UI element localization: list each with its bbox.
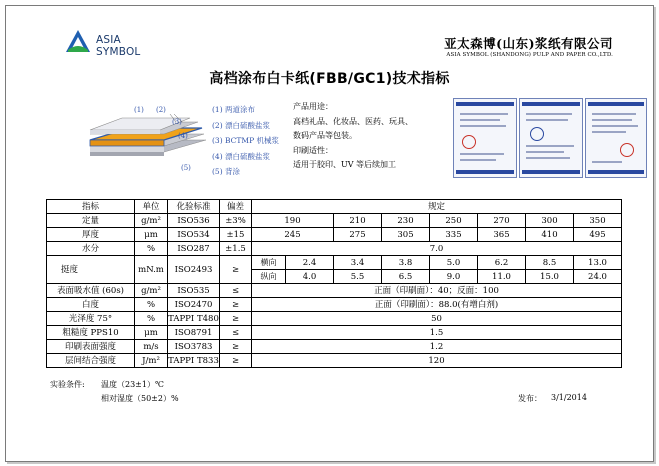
unit-cell: μm: [135, 228, 168, 242]
stiffness-direction-cell: [252, 256, 286, 270]
value-cell: 190: [252, 214, 334, 228]
row-name: 光泽度 75°: [47, 312, 135, 326]
company-name: [444, 36, 613, 60]
callout-4: (4): [178, 132, 188, 140]
value-cell: 6.5: [382, 270, 430, 284]
table-row: [47, 242, 622, 256]
tolerance-cell: ±15: [220, 228, 252, 242]
tolerance-cell: ≥: [220, 298, 252, 312]
value-cell: 350: [574, 214, 622, 228]
row-name: 定量: [47, 214, 135, 228]
unit-cell: m/s: [135, 340, 168, 354]
row-name: 白度: [47, 298, 135, 312]
value-cell: 1.2: [252, 340, 622, 354]
layer-legend-item: (2) 漂白硫酸盐浆: [212, 120, 271, 130]
company-name-cn: 亚太森博(山东)浆纸有限公司: [444, 36, 613, 51]
value-cell: 正面（印刷面）：40；反面：100: [252, 284, 622, 298]
unit-cell: %: [135, 298, 168, 312]
product-info: [293, 100, 413, 173]
value-cell: 4.0: [286, 270, 334, 284]
print-line: 适用于胶印、UV 等后续加工: [293, 160, 397, 169]
unit-cell: %: [135, 312, 168, 326]
tolerance-cell: ≤: [220, 284, 252, 298]
usage-line: 数码产品等包装。: [293, 131, 357, 140]
value-cell: 24.0: [574, 270, 622, 284]
header-cell: 化验标准: [168, 200, 220, 214]
layer-legend-item: (5) 背涂: [212, 167, 241, 177]
company-logo: [64, 28, 154, 68]
table-row: [47, 326, 622, 340]
layer-legend-item: (1) 两道涂布: [212, 105, 256, 114]
tolerance-cell: ±1.5: [220, 242, 252, 256]
value-cell: 9.0: [430, 270, 478, 284]
unit-cell: mN.m: [135, 256, 168, 284]
value-cell: 335: [430, 228, 478, 242]
company-name-en: ASIA SYMBOL (SHANDONG) PULP AND PAPER CO.,LTD.: [446, 52, 613, 58]
value-cell: 3.8: [382, 256, 430, 270]
tolerance-cell: ≥: [220, 256, 252, 284]
tolerance-cell: ≥: [220, 354, 252, 368]
value-cell: 210: [334, 214, 382, 228]
tolerance-cell: ≥: [220, 340, 252, 354]
value-cell: 275: [334, 228, 382, 242]
value-cell: 7.0: [252, 242, 622, 256]
standard-cell: ISO3783: [168, 340, 220, 354]
table-row: [47, 256, 622, 270]
tolerance-cell: ±3%: [220, 214, 252, 228]
standard-cell: ISO2470: [168, 298, 220, 312]
logo-text-symbol: SYMBOL: [96, 46, 141, 58]
certificate-image: [453, 98, 517, 178]
value-cell: 120: [252, 354, 622, 368]
row-name: 厚度: [47, 228, 135, 242]
row-name: 粗糙度 PPS10: [47, 326, 135, 340]
value-cell: 410: [526, 228, 574, 242]
standard-cell: TAPPI T833: [168, 355, 219, 366]
layer-legend-item: (4) 漂白硫酸盐浆: [212, 151, 271, 161]
row-name: 表面吸水值 (60s): [47, 284, 135, 298]
unit-cell: g/m²: [135, 214, 168, 228]
row-name: 印刷表面强度: [47, 340, 135, 354]
tolerance-cell: ≥: [220, 312, 252, 326]
value-cell: 15.0: [526, 270, 574, 284]
callout-2: (2): [156, 106, 166, 114]
stiffness-md-label: 纵向: [260, 271, 277, 281]
unit-cell: %: [135, 242, 168, 256]
release-date: 3/1/2014: [551, 393, 587, 402]
header-cell: 单位: [135, 200, 168, 214]
row-name: 水分: [47, 242, 135, 256]
print-heading: 印刷适性：: [293, 145, 333, 155]
value-cell: 365: [478, 228, 526, 242]
logo-mark-icon: [64, 28, 92, 58]
table-row: [47, 312, 622, 326]
logo-text-asia: ASIA: [96, 34, 121, 46]
table-row: [47, 284, 622, 298]
unit-cell: J/m²: [135, 354, 168, 368]
row-name: 挺度: [47, 256, 135, 284]
standard-cell: ISO8791: [168, 326, 220, 340]
spec-table: [46, 199, 622, 368]
row-name: 层间结合强度: [47, 354, 135, 368]
tolerance-cell: ≤: [220, 326, 252, 340]
value-cell: 正面（印刷面）：88.0(有增白剂): [252, 298, 622, 312]
value-cell: 1.5: [252, 326, 622, 340]
value-cell: 305: [382, 228, 430, 242]
value-cell: 6.2: [478, 256, 526, 270]
value-cell: 495: [574, 228, 622, 242]
table-header-row: [47, 200, 622, 214]
value-cell: 300: [526, 214, 574, 228]
stiffness-cd-label: 横向: [260, 257, 277, 267]
header-cell: 规定: [252, 200, 622, 214]
value-cell: 13.0: [574, 256, 622, 270]
callout-3: (3): [172, 118, 182, 126]
standard-cell: ISO536: [168, 214, 220, 228]
layer-legend: [212, 102, 279, 180]
usage-heading: 产品用途：: [293, 102, 333, 111]
usage-line: 高档礼品、化妆品、医药、玩具、: [293, 116, 413, 126]
test-conditions-label: 实验条件:: [50, 380, 85, 389]
table-row: [47, 298, 622, 312]
value-cell: 245: [252, 228, 334, 242]
test-humidity: 相对湿度（50±2）%: [101, 394, 179, 403]
value-cell: 270: [478, 214, 526, 228]
table-row: [47, 340, 622, 354]
callout-1: (1): [134, 106, 144, 114]
layer-legend-item: (3) BCTMP 机械浆: [212, 136, 280, 146]
value-cell: 8.5: [526, 256, 574, 270]
value-cell: 5.5: [334, 270, 382, 284]
callout-5: (5): [181, 164, 191, 172]
unit-cell: g/m²: [135, 284, 168, 298]
standard-cell: ISO534: [168, 228, 220, 242]
document-title: 高档涂布白卡纸(FBB/GC1)技术指标: [209, 71, 450, 87]
certificate-image: [519, 98, 583, 178]
standard-cell: ISO2493: [168, 256, 220, 284]
board-layer-diagram: [86, 100, 206, 174]
value-cell: 11.0: [478, 270, 526, 284]
table-row: [47, 214, 622, 228]
value-cell: 5.0: [430, 256, 478, 270]
table-row: [47, 228, 622, 242]
stiffness-direction-cell: [252, 270, 286, 284]
value-cell: 2.4: [286, 256, 334, 270]
table-row: [47, 354, 622, 368]
spec-sheet: [5, 5, 654, 462]
test-temperature: 温度（23±1）℃: [101, 380, 164, 389]
certificate-image: [585, 98, 647, 178]
standard-cell: ISO535: [168, 284, 220, 298]
release-label: 发布：: [518, 394, 542, 403]
header-cell: 偏差: [220, 200, 252, 214]
value-cell: 230: [382, 214, 430, 228]
standard-cell: TAPPI T480: [168, 313, 219, 324]
header-cell: 指标: [47, 200, 135, 214]
unit-cell: μm: [135, 326, 168, 340]
value-cell: 250: [430, 214, 478, 228]
value-cell: 3.4: [334, 256, 382, 270]
standard-cell: ISO287: [168, 242, 220, 256]
value-cell: 50: [252, 312, 622, 326]
